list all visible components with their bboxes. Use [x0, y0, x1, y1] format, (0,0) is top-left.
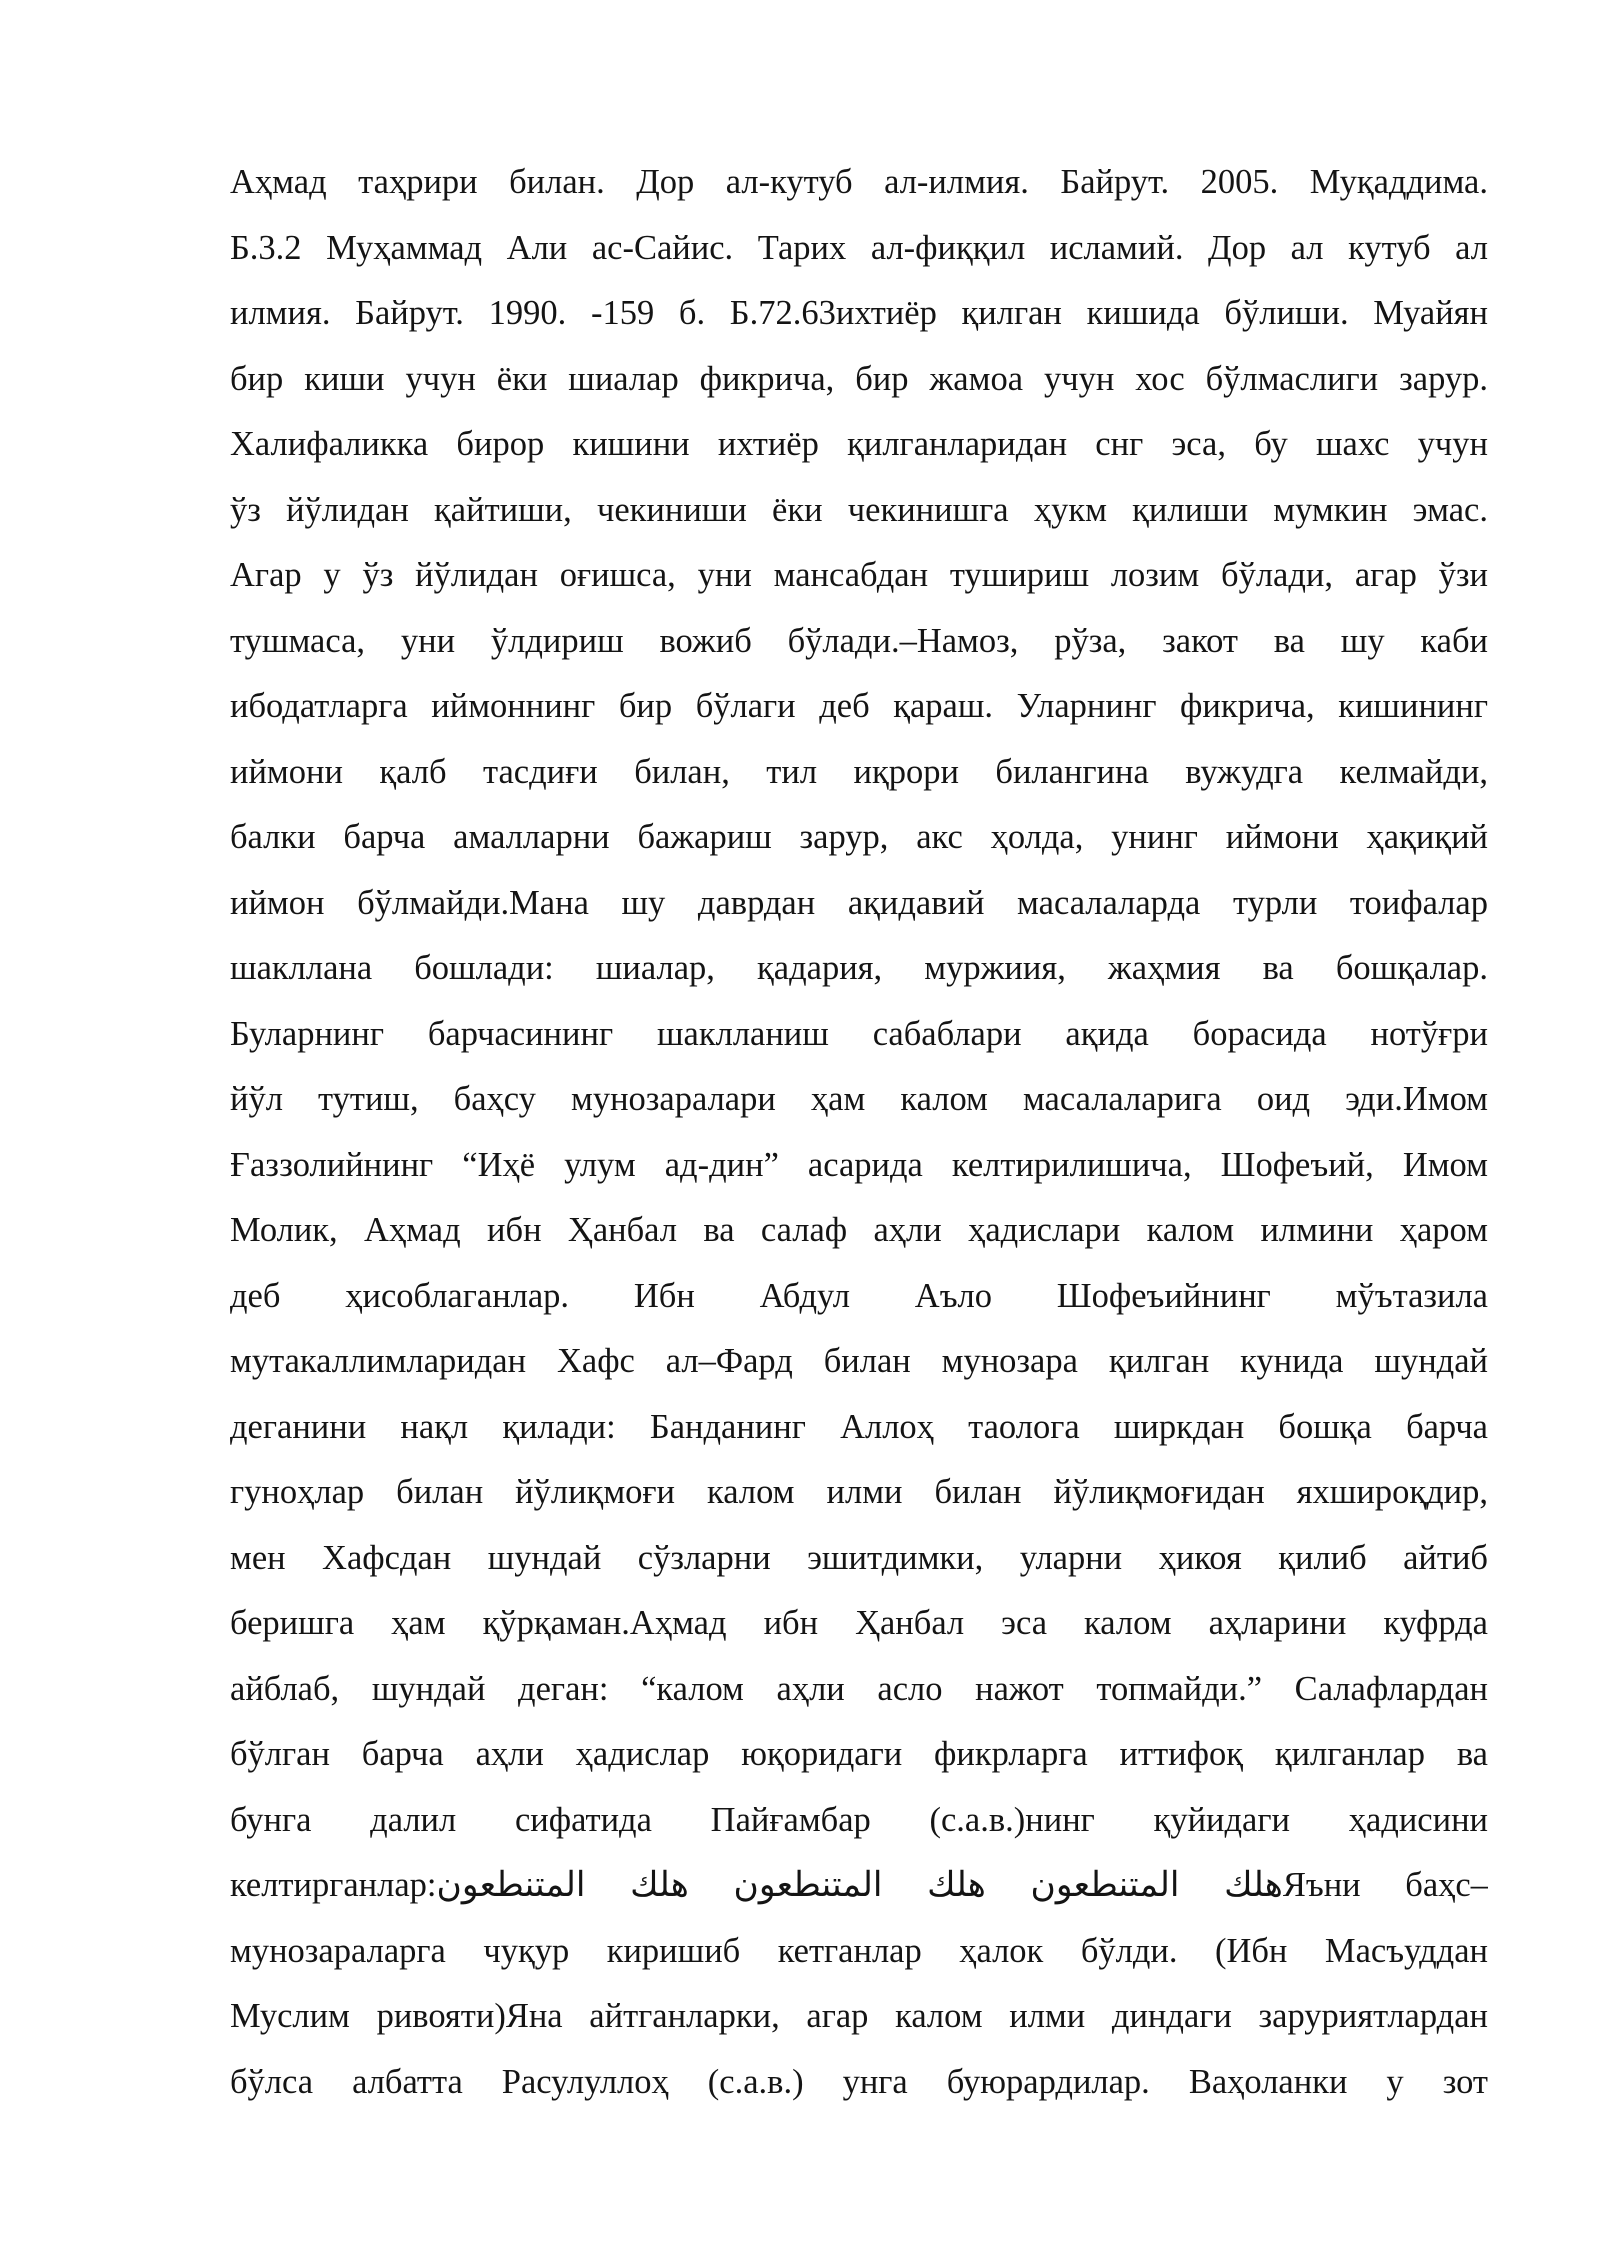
- text-line: Муслим ривояти)Яна айтганларки, агар калом илми диндаги заруриятлардан: [230, 1997, 1488, 2035]
- text-line: Б.3.2 Муҳаммад Али ас-Сайис. Тарих ал-фиққил исламий. Дор ал кутуб ал: [230, 228, 1488, 267]
- text-line: Буларнинг барчасининг шаклланиш сабаблари ақида борасида нотўғри: [230, 1014, 1488, 1053]
- text-line: мен Хафсдан шундай сўзларни эшитдимки, уларни ҳикоя қилиб айтиб: [230, 1538, 1488, 1577]
- text-line: Агар у ўз йўлидан оғишса, уни мансабдан тушириш лозим бўлади, агар ўзи: [230, 556, 1488, 594]
- text-line: иймон бўлмайди.Мана шу даврдан ақидавий масалаларда турли тоифалар: [230, 883, 1488, 922]
- text-line: деганини нақл қилади: Банданинг Аллоҳ таолога ширкдан бошқа барча: [230, 1407, 1488, 1446]
- text-line: деб ҳисоблаганлар. Ибн Абдул Аъло Шофеъийнинг мўътазила: [230, 1276, 1488, 1315]
- text-line: илмия. Байрут. 1990. -159 б. Б.72.63ихтиёр қилган кишида бўлиши. Муайян: [230, 294, 1488, 332]
- text-line: иймони қалб тасдиғи билан, тил иқрори билангина вужудга келмайди,: [230, 752, 1488, 791]
- text-line: шакллана бошлади: шиалар, қадария, муржиия, жаҳмия ва бошқалар.: [230, 949, 1488, 987]
- text-line: Молик, Аҳмад ибн Ҳанбал ва салаф аҳли ҳадислари калом илмини ҳаром: [230, 1211, 1488, 1249]
- text-line: ибодатларга иймоннинг бир бўлаги деб қараш. Уларнинг фикрича, кишининг: [230, 687, 1488, 725]
- body-text: [230, 150, 1488, 2115]
- text-line: бир киши учун ёки шиалар фикрича, бир жамоа учун хос бўлмаслиги зарур.: [230, 359, 1488, 398]
- text-line: Ғаззолийнинг “Иҳё улум ад-дин” асарида келтирилишича, Шофеъий, Имом: [230, 1145, 1488, 1184]
- text-line: гуноҳлар билан йўлиқмоғи калом илми билан йўлиқмоғидан яхшироқдир,: [230, 1473, 1488, 1511]
- text-line: Халифаликка бирор кишини ихтиёр қилганларидан снг эса, бу шахс учун: [230, 425, 1488, 463]
- text-line: йўл тутиш, баҳсу мунозаралари ҳам калом масалаларига оид эди.Имом: [230, 1080, 1488, 1118]
- text-line: Аҳмад таҳрири билан. Дор ал-кутуб ал-илмия. Байрут. 2005. Муқаддима.: [230, 163, 1488, 201]
- text-line: тушмаса, уни ўлдириш вожиб бўлади.–Намоз, рўза, закот ва шу каби: [230, 621, 1488, 660]
- text-line: балки барча амалларни бажариш зарур, акс ҳолда, унинг иймони ҳақиқий: [230, 818, 1488, 856]
- text-line: беришга ҳам қўрқаман.Аҳмад ибн Ҳанбал эса калом аҳларини куфрда: [230, 1604, 1488, 1642]
- text-line: мунозараларга чуқур киришиб кетганлар ҳалок бўлди. (Ибн Масъуддан: [230, 1931, 1488, 1970]
- text-line: ўз йўлидан қайтиши, чекиниши ёки чекинишга ҳукм қилиши мумкин эмас.: [230, 490, 1488, 529]
- text-line: бўлса албатта Расулуллоҳ (с.а.в.) унга буюрардилар. Ваҳоланки у зот: [230, 2062, 1488, 2101]
- text-line: келтирганлар:ﻫﻠﻚ ﺍﻟﻤﺘﻨﻄﻌﻮﻥ ﻫﻠﻚ ﺍﻟﻤﺘﻨﻄﻌﻮﻥ ﻫﻠﻚ ﺍﻟﻤﺘﻨﻄﻌﻮﻥЯъни баҳс–: [230, 1866, 1488, 1904]
- text-line: айблаб, шундай деган: “калом аҳли асло нажот топмайди.” Салафлардан: [230, 1669, 1488, 1708]
- text-line: бўлган барча аҳли ҳадислар юқоридаги фикрларга иттифоқ қилганлар ва: [230, 1735, 1488, 1773]
- text-line: мутакаллимларидан Хафс ал–Фард билан мунозара қилган кунида шундай: [230, 1342, 1488, 1380]
- text-line: бунга далил сифатида Пайғамбар (с.а.в.)нинг қуйидаги ҳадисини: [230, 1800, 1488, 1839]
